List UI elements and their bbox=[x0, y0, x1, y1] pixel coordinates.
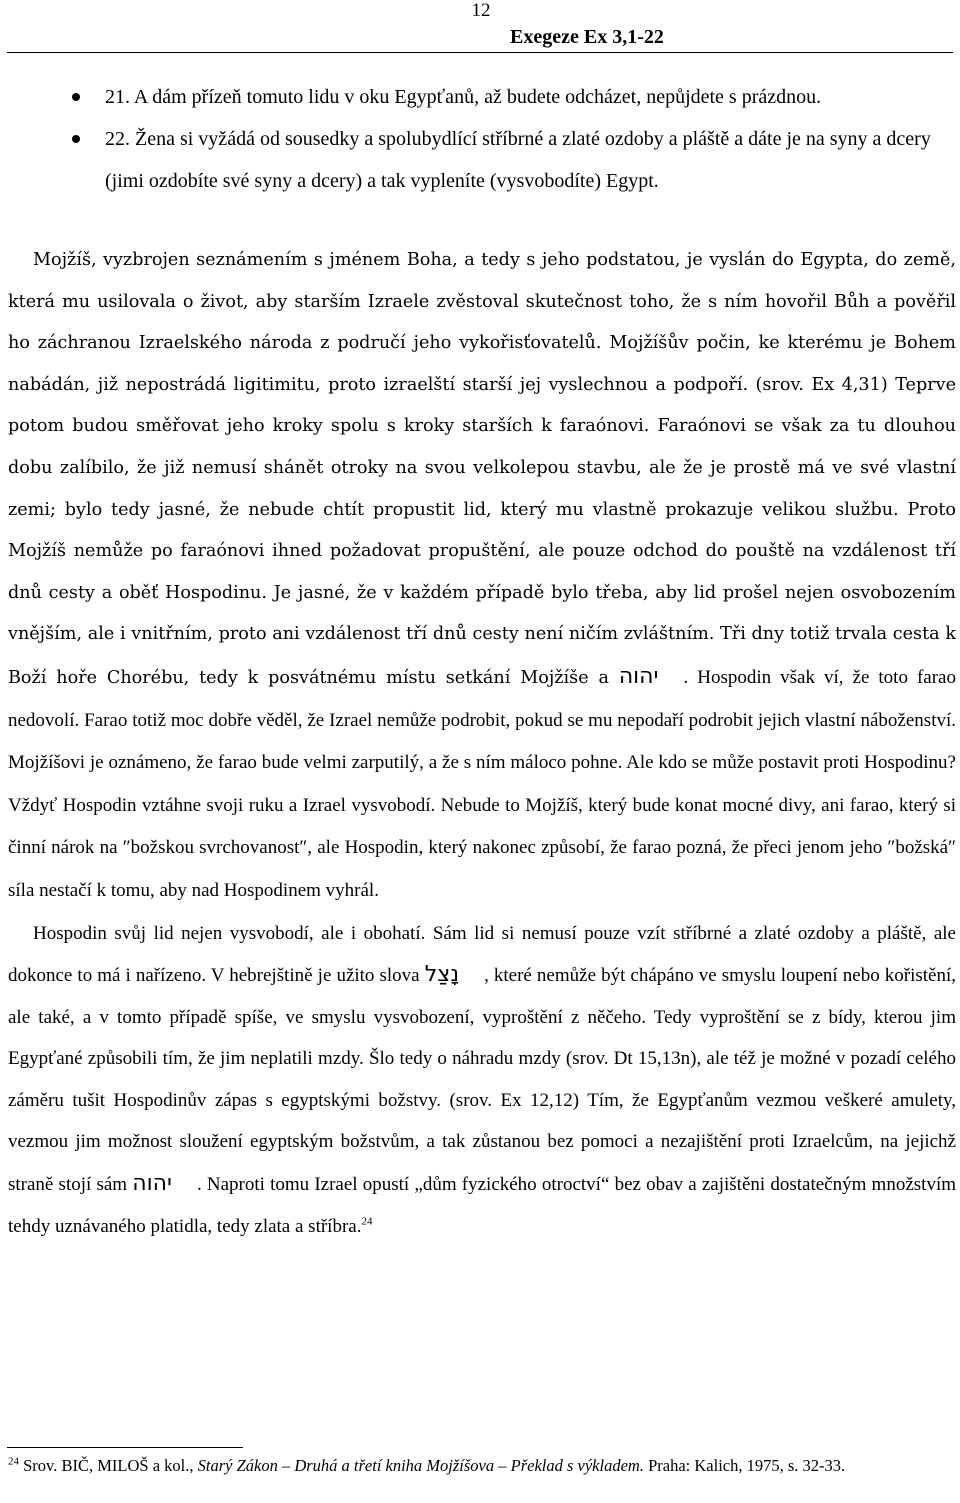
verse-item-21 bbox=[0, 76, 960, 118]
page-number: 12 bbox=[471, 0, 491, 21]
verse-item-22 bbox=[0, 118, 960, 202]
footnote-publisher: Praha: Kalich, 1975, s. 32-33. bbox=[643, 1456, 846, 1475]
commentary-paragraph-2 bbox=[8, 913, 956, 1248]
paragraph-text: Mojžíš, vyzbrojen seznámením s jménem Boha, a tedy s jeho podstatou, je vyslán do Egypta, do země, která mu usilovala o život, aby starším Izraele zvěstoval skutečnost toho, že s ním hovořil Bůh a pověřil ho záchranou Izraelského národa z područí jeho vykořisťovatelů. Mojžíšův počin, ke kterému je Bohem nabádán, již nepostrádá ligitimitu, proto izraelští starší jej vyslechnou a podpoří. (srov. Ex 4,31) Teprve potom budou směřovat jeho kroky spolu s kroky starších k faraónovi. Faraónovi se však za tu dlouhou dobu zalíbilo, že již nemusí shánět otroky na svou velkolepou stavbu, ale že je prostě má ve své vlastní zemi; bylo tedy jasné, že nebude chtít propustit lid, který mu vlastně prokazuje velikou službu. Proto Mojžíš nemůže po faraónovi ihned požadovat propuštění, ale pouze odchod do pouště na vzdálenost tří dnů cesty a oběť Hospodinu. Je jasné, že v každém případě bylo třeba, aby lid prošel nejen osvobozením vnějším, ale i vnitřním, proto ani vzdálenost tří dnů cesty není ničím zvláštním. Tři dny totiž trvala cesta k Boží hoře Chorébu, tedy k posvátnému místu setkání Mojžíše a bbox=[8, 250, 956, 688]
hebrew-word-natsal: נָצַל bbox=[424, 962, 460, 988]
paragraph-text: Hospodin svůj lid nejen vysvobodí, ale i obohatí. Sám lid si nemusí pouze vzít stříbrné a zlaté ozdoby a pláště, ale dokonce to má i nařízeno. V hebrejštině je užito slova bbox=[8, 922, 956, 987]
verse-text: 21. A dám přízeň tomuto lidu v oku Egypťanů, až budete odcházet, nepůjdete s prázdnou. bbox=[105, 86, 822, 108]
verse-list bbox=[0, 76, 960, 202]
paragraph-text: . Hospodin však ví, že toto farao nedovolí. Farao totiž moc dobře věděl, že Izrael nemůže podrobit, pokud se mu nepodaří podrobit jejich vlastní náboženství. Mojžíšovi je oznámeno, že farao bude velmi zarputilý, a že s ním máloco pohne. Ale kdo se může postavit proti Hospodinu? Vždyť Hospodin vztáhne svoji ruku a Izrael vysvobodí. Nebude to Mojžíš, který bude konat mocné divy, ani farao, který si činní nárok na ″božskou svrchovanost″, ale Hospodin, který nakonec způsobí, že farao pozná, že přeci jenom jeho ″božská″ síla nestačí k tomu, aby nad Hospodinem vyhrál. bbox=[8, 666, 956, 901]
footnote-24 bbox=[8, 1454, 956, 1477]
running-header-title: Exegeze Ex 3,1-22 bbox=[510, 26, 664, 48]
hebrew-tetragrammaton: יהוה bbox=[132, 1171, 172, 1197]
verse-text: 22. Žena si vyžádá od sousedky a spolubydlící stříbrné a zlaté ozdoby a pláště a dáte je na syny a dcery (jimi ozdobíte své syny a dcery) a tak vypleníte (vysvobodíte) Egypt. bbox=[105, 128, 931, 192]
footnote-lead: Srov. BIČ, MILOŠ a kol., bbox=[19, 1456, 198, 1475]
paragraph-text: . Naproti tomu Izrael opustí „dům fyzického otroctví“ bez obav a zajištěni dostatečným množstvím tehdy uznávaného platidla, tedy zlata a stříbra. bbox=[8, 1174, 957, 1237]
footnote-rule bbox=[7, 1447, 243, 1448]
hebrew-tetragrammaton: יהוה bbox=[618, 663, 659, 689]
bullet-icon bbox=[72, 93, 80, 101]
footnote-book-title: Starý Zákon – Druhá a třetí kniha Mojžíšova – Překlad s výkladem. bbox=[197, 1456, 644, 1475]
footnote-reference[interactable]: 24 bbox=[361, 1215, 373, 1228]
bullet-icon bbox=[72, 135, 80, 143]
commentary-paragraph-1 bbox=[8, 240, 956, 913]
footnote-number: 24 bbox=[8, 1455, 19, 1468]
commentary-body bbox=[8, 240, 956, 1247]
paragraph-text: , které nemůže být chápáno ve smyslu loupení nebo kořistění, ale také, a v tomto případě spíše, ve smyslu vysvobození, vyproštění z něčeho. Tedy vyproštění se z bídy, kterou jim Egypťané způsobili tím, že jim neplatili mzdy. Šlo tedy o náhradu mzdy (srov. Dt 15,13n), ale též je možné v pozadí celého záměru tušit Hospodinův zápas s egyptskými božstvy. (srov. Ex 12,12) Tím, že Egypťanům vezmou veškeré amulety, vezmou jim možnost sloužení egyptským božstvům, a tak zůstanou bez pomoci a nezajištění proti Izraelcům, na jejichž straně stojí sám bbox=[8, 965, 956, 1196]
header-rule bbox=[7, 52, 953, 53]
